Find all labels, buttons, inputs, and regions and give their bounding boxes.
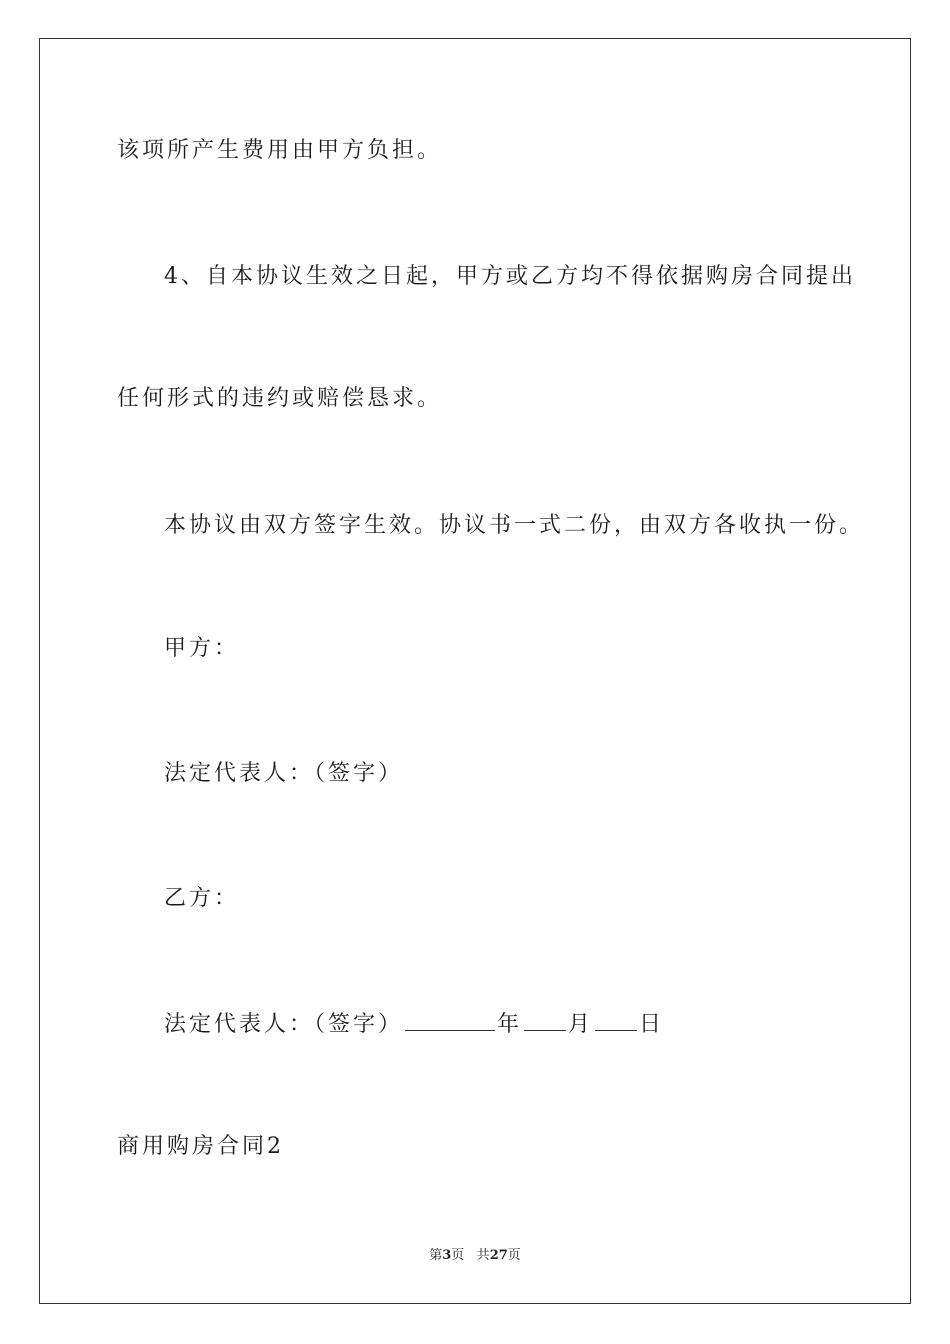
- day-label: 日: [639, 1012, 665, 1037]
- party-a-representative: 法定代表人：（签字）: [164, 761, 404, 786]
- party-a-label: 甲方：: [164, 636, 240, 661]
- total-pages: 27: [489, 1248, 508, 1263]
- page-prefix: 第: [429, 1248, 443, 1263]
- total-prefix: 共: [476, 1248, 490, 1263]
- page-frame: [39, 38, 911, 1304]
- paragraph-effect: 本协议由双方签字生效。协议书一式二份，由双方各收执一份。: [164, 513, 865, 538]
- page-number: 3: [442, 1248, 452, 1263]
- section-heading: 商用购房合同2: [117, 1134, 284, 1159]
- page-suffix: 页: [451, 1248, 465, 1263]
- paragraph-fee-burden: 该项所产生费用由甲方负担。: [117, 138, 443, 163]
- total-suffix: 页: [507, 1248, 521, 1263]
- party-b-representative: 法定代表人：（签字）: [164, 1012, 404, 1037]
- paragraph-clause-4: 4、自本协议生效之日起，甲方或乙方均不得依据购房合同提出: [164, 264, 856, 289]
- year-blank[interactable]: [405, 1008, 495, 1031]
- paragraph-clause-4-continued: 任何形式的违约或赔偿恳求。: [117, 386, 443, 411]
- year-label: 年: [497, 1012, 523, 1037]
- page-footer: [0, 1247, 950, 1265]
- day-blank[interactable]: [595, 1008, 637, 1031]
- month-blank[interactable]: [524, 1008, 566, 1031]
- month-label: 月: [568, 1012, 594, 1037]
- party-b-signature-line: [164, 1008, 664, 1040]
- party-b-label: 乙方：: [164, 886, 240, 911]
